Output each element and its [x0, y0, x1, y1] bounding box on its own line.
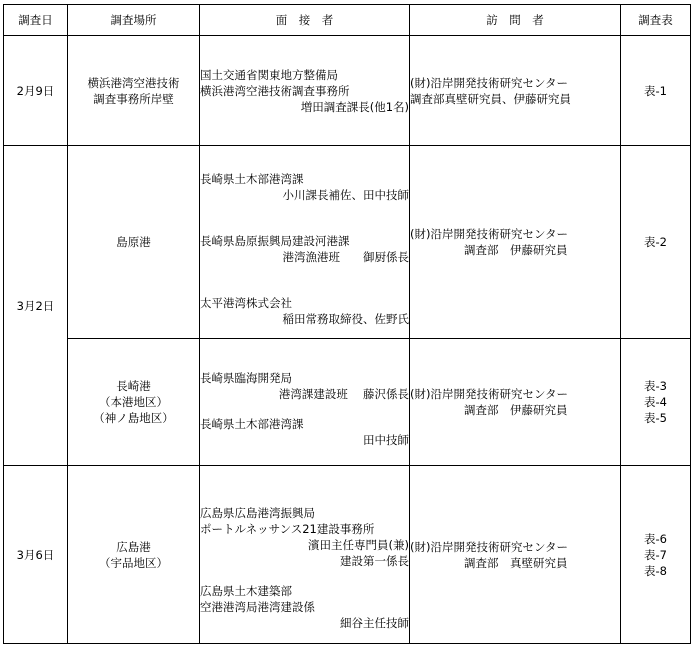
survey-place: 広島港 （宇品地区）: [68, 466, 200, 644]
table-row: [4, 466, 691, 644]
survey-date: 3月6日: [4, 466, 68, 644]
table-ref: 表-6 表-7 表-8: [621, 466, 691, 644]
header-place: 調査場所: [68, 5, 200, 36]
header-date: 調査日: [4, 5, 68, 36]
interviewee-block: 広島県広島港湾振興局 ポートルネッサンス21建設事務所 濱田主任専門員(兼) 建設第一係長: [200, 505, 409, 568]
header-table: 調査表: [621, 5, 691, 36]
header-interviewee: 面 接 者: [200, 5, 410, 36]
interviewee-block: 国土交通省関東地方整備局 横浜港湾空港技術調査事務所 増田調査課長(他1名): [200, 67, 409, 114]
header-visitor: 訪 問 者: [410, 5, 621, 36]
survey-place: 長崎港 （本港地区） （神ノ島地区）: [68, 339, 200, 466]
visitor-cell: (財)沿岸開発技術研究センター 調査部真壁研究員、伊藤研究員: [410, 36, 621, 146]
survey-place: 横浜港湾空港技術 調査事務所岸壁: [68, 36, 200, 146]
interviewee-block: 長崎県土木部港湾課 小川課長補佐、田中技師: [200, 172, 409, 202]
interviewee-cell: [200, 146, 410, 339]
table-ref: 表-3 表-4 表-5: [621, 339, 691, 466]
interviewee-cell: [200, 339, 410, 466]
interviewee-block: 長崎県臨海開発局 港湾課建設班 藤沢係長: [200, 371, 409, 401]
visitor-cell: (財)沿岸開発技術研究センター 調査部 伊藤研究員: [410, 339, 621, 466]
visitor-cell: (財)沿岸開発技術研究センター 調査部 伊藤研究員: [410, 146, 621, 339]
interviewee-cell: [200, 36, 410, 146]
survey-schedule-table: [3, 4, 691, 644]
interviewee-block: 太平港湾株式会社 稲田常務取締役、佐野氏: [200, 296, 409, 326]
table-ref: 表-1: [621, 36, 691, 146]
visitor-cell: (財)沿岸開発技術研究センター 調査部 真壁研究員: [410, 466, 621, 644]
survey-place: 島原港: [68, 146, 200, 339]
interviewee-block: 広島県土木建築部 空港港湾局港湾建設係 細谷主任技師: [200, 583, 409, 630]
table-row: [4, 36, 691, 146]
header-row: [4, 5, 691, 36]
table-row: [4, 146, 691, 339]
survey-date: 3月2日: [4, 146, 68, 466]
interviewee-cell: [200, 466, 410, 644]
table-row: [4, 339, 691, 466]
interviewee-block: 長崎県島原振興局建設河港課 港湾漁港班 御厨係長: [200, 234, 409, 264]
table-ref: 表-2: [621, 146, 691, 339]
interviewee-block: 長崎県土木部港湾課 田中技師: [200, 417, 409, 447]
survey-date: 2月9日: [4, 36, 68, 146]
